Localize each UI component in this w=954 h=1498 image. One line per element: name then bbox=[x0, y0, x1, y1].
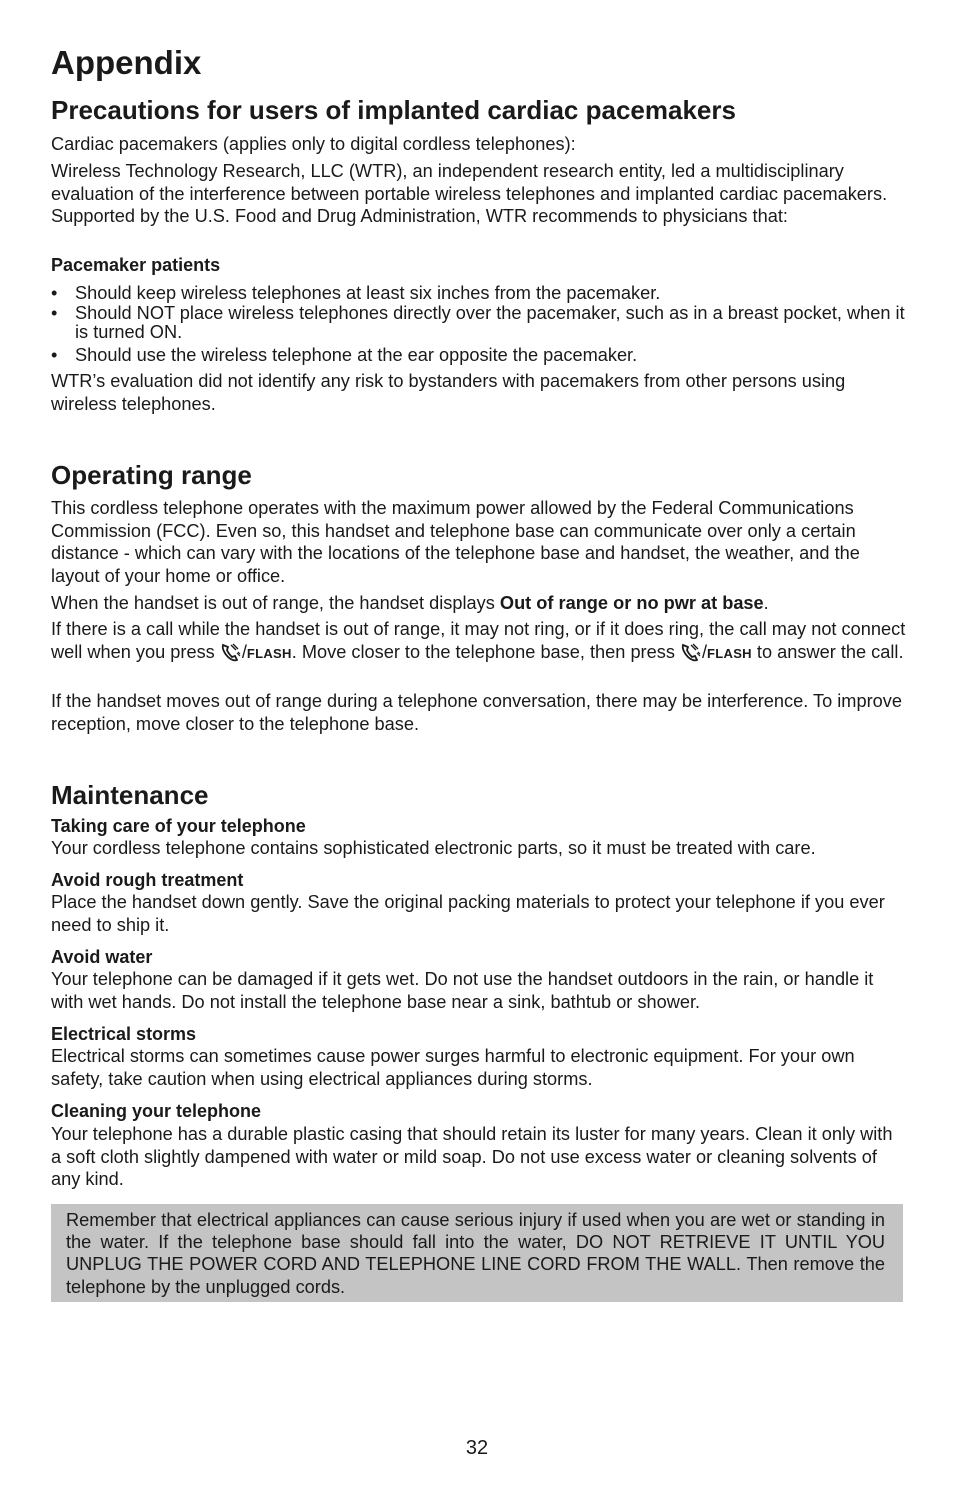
pacemakers-intro: Cardiac pacemakers (applies only to digital cordless telephones): bbox=[51, 134, 576, 154]
operating-range-paragraph-4: If the handset moves out of range during a telephone conversation, there may be interference. To improve reception, move closer to the telephone base. bbox=[51, 691, 902, 734]
operating-range-paragraph-1: This cordless telephone operates with the maximum power allowed by the Federal Communications Commission (FCC). Even so, this handset and telephone base can communicate over only a certain distance - which can vary with the locations of the telephone base and handset, the weather, and the layout of your home or office. bbox=[51, 498, 860, 586]
section-title-cleaning: Cleaning your telephone bbox=[51, 1101, 262, 1121]
out-of-range-message: Out of range or no pwr at base bbox=[499, 593, 764, 613]
section-title-taking-care: Taking care of your telephone bbox=[51, 816, 306, 836]
bullet-item: • Should keep wireless telephones at least six inches from the pacemaker. bbox=[51, 283, 661, 303]
operating-range-paragraph-2: When the handset is out of range, the handset displays Out of range or no pwr at base. bbox=[51, 593, 769, 613]
phone-talk-icon bbox=[680, 642, 702, 662]
section-text-taking-care: Your cordless telephone contains sophisticated electronic parts, so it must be treated with care. bbox=[51, 838, 816, 858]
safety-warning-text: Remember that electrical appliances can cause serious injury if used when you are wet or standing in the water. If the telephone base should fall into the water, DO NOT RETRIEVE IT UNTIL YOU UNPLUG THE POWER CORD AND TELEPHONE LINE CORD FROM THE WALL. Then remove the telephone by the unplugged cords. bbox=[66, 1210, 885, 1297]
page-title: Appendix bbox=[51, 44, 202, 81]
section-title-avoid-water: Avoid water bbox=[51, 947, 153, 967]
section-text-avoid-water: Your telephone can be damaged if it gets wet. Do not use the handset outdoors in the rain, or handle it with wet hands. Do not install the telephone base near a sink, bathtub or shower. bbox=[51, 969, 874, 1012]
pacemaker-bullet-list bbox=[51, 284, 906, 365]
bullet-item: • Should NOT place wireless telephones directly over the pacemaker, such as in a breast pocket, when it is turned ON. bbox=[51, 302, 905, 342]
maintenance-heading: Maintenance bbox=[51, 780, 209, 810]
bullet-item: • Should use the wireless telephone at the ear opposite the pacemaker. bbox=[51, 344, 638, 365]
section-title-electrical-storms: Electrical storms bbox=[51, 1024, 197, 1044]
operating-range-paragraph-3: If there is a call while the handset is out of range, it may not ring, or if it does ring, the call may not connect well when you press /FLASH. Move closer to the telephone base, then press /FLASH to answer the call. bbox=[51, 619, 906, 662]
phone-talk-icon bbox=[220, 642, 242, 662]
section-text-electrical-storms: Electrical storms can sometimes cause power surges harmful to electronic equipment. For your own safety, take caution when using electrical appliances during storms. bbox=[51, 1046, 855, 1089]
page-number: 32 bbox=[465, 1437, 489, 1459]
pacemakers-paragraph: Wireless Technology Research, LLC (WTR), an independent research entity, led a multidisciplinary evaluation of the interference between portable wireless telephones and implanted cardiac pacemakers. Supported by the U.S. Food and Drug Administration, WTR recommends to physicians that: bbox=[51, 161, 888, 227]
safety-warning-box bbox=[51, 1204, 903, 1302]
talk-flash-key: /FLASH bbox=[680, 642, 752, 662]
section-text-rough-treatment: Place the handset down gently. Save the original packing materials to protect your telephone if you ever need to ship it. bbox=[51, 892, 885, 935]
pacemakers-heading: Precautions for users of implanted cardiac pacemakers bbox=[51, 95, 736, 125]
talk-flash-key: /FLASH bbox=[220, 642, 292, 662]
section-text-cleaning: Your telephone has a durable plastic casing that should retain its luster for many years. Clean it only with a soft cloth slightly dampened with water or mild soap. Do not use excess water or cleaning solvents of any kind. bbox=[51, 1124, 893, 1190]
pacemaker-patients-heading: Pacemaker patients bbox=[51, 255, 221, 275]
pacemakers-conclusion: WTR’s evaluation did not identify any risk to bystanders with pacemakers from other persons using wireless telephones. bbox=[51, 371, 846, 414]
section-title-rough-treatment: Avoid rough treatment bbox=[51, 870, 244, 890]
operating-range-heading: Operating range bbox=[51, 460, 252, 490]
